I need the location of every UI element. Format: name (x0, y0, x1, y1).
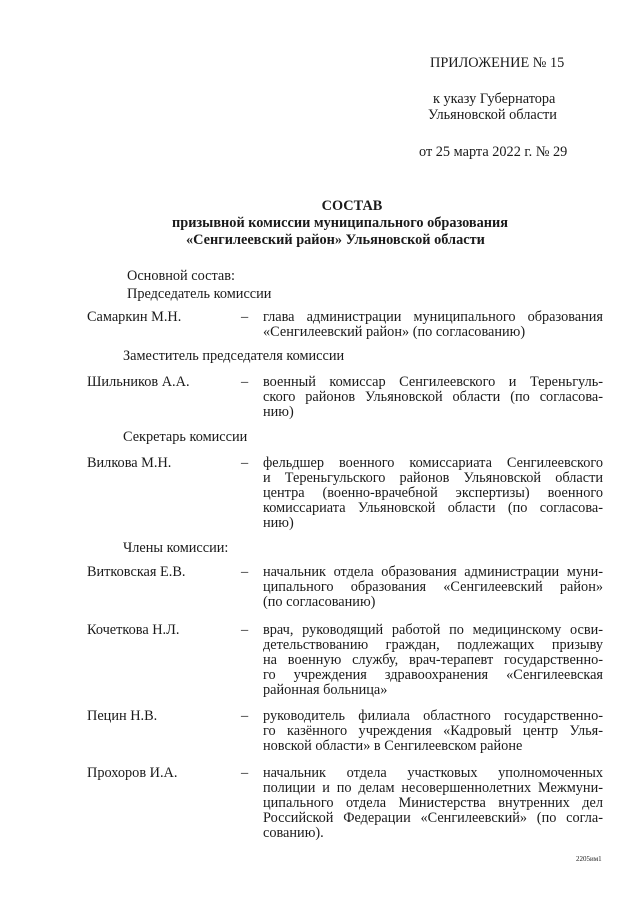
member-role (263, 766, 603, 841)
role-line: фельдшер военного комиссариата Сенгилеевского (263, 455, 603, 471)
role-line: комиссариата Ульяновской области (по согласова- (263, 500, 603, 516)
role-line: ципального отдела Министерства внутренних дел (263, 795, 603, 811)
role-line: нию) (263, 515, 294, 531)
secretary-section-heading: Секретарь комиссии (123, 429, 248, 445)
appendix-number: ПРИЛОЖЕНИЕ № 15 (430, 55, 565, 71)
role-line: начальник отдела участковых уполномоченных (263, 765, 603, 781)
role-line: и Тереньгульского районов Ульяновской области (263, 470, 603, 486)
member-role (263, 310, 603, 340)
decree-date: от 25 марта 2022 г. № 29 (419, 144, 568, 160)
document-subtitle-line2: «Сенгилеевский район» Ульяновской области (186, 232, 485, 248)
member-role (263, 456, 603, 531)
member-name: Кочеткова Н.Л. (87, 622, 180, 638)
role-line: начальник отдела образования администрации муни- (263, 564, 603, 580)
members-section-heading: Члены комиссии: (123, 540, 229, 556)
role-line: нию) (263, 404, 294, 420)
member-role (263, 375, 603, 420)
role-line: ципального образования «Сенгилеевский район» (263, 579, 603, 595)
decree-reference-line2: Ульяновской области (428, 107, 557, 123)
member-name: Прохоров И.А. (87, 765, 178, 781)
document-subtitle-line1: призывной комиссии муниципального образования (172, 215, 508, 231)
decree-reference-line1: к указу Губернатора (433, 91, 556, 107)
role-line: «Сенгилеевский район» (по согласованию) (263, 324, 526, 340)
deputy-section-heading: Заместитель председателя комиссии (123, 348, 345, 364)
dash-separator: – (241, 765, 249, 781)
role-line: новской области» в Сенгилеевском районе (263, 738, 523, 754)
dash-separator: – (241, 455, 249, 471)
member-name: Вилкова М.Н. (87, 455, 172, 471)
role-line: ского районов Ульяновской области (по согласова- (263, 389, 603, 405)
role-line: сованию). (263, 825, 324, 841)
role-line: го казённого учреждения «Кадровый центр Улья- (263, 723, 603, 739)
role-line: детельствованию граждан, подлежащих призыву (263, 637, 603, 653)
role-line: руководитель филиала областного государственно- (263, 708, 603, 724)
footer-document-code: 2205им1 (576, 855, 602, 863)
main-composition-label: Основной состав: (127, 268, 235, 284)
member-role (263, 709, 603, 754)
role-line: военный комиссар Сенгилеевского и Тереньгуль- (263, 374, 603, 390)
role-line: районная больница» (263, 682, 388, 698)
role-line: глава администрации муниципального образования (263, 309, 603, 325)
dash-separator: – (241, 309, 249, 325)
member-role (263, 565, 603, 610)
role-line: центра (военно-врачебной экспертизы) военного (263, 485, 603, 501)
role-line: (по согласованию) (263, 594, 376, 610)
role-line: Российской Федерации «Сенгилеевский» (по согла- (263, 810, 603, 826)
role-line: полиции и по делам несовершеннолетних Межмуни- (263, 780, 603, 796)
chairman-section-heading: Председатель комиссии (127, 286, 272, 302)
dash-separator: – (241, 374, 249, 390)
document-title: СОСТАВ (321, 198, 383, 214)
dash-separator: – (241, 708, 249, 724)
member-name: Витковская Е.В. (87, 564, 186, 580)
member-name: Самаркин М.Н. (87, 309, 182, 325)
role-line: на военную службу, врач-терапевт государственно- (263, 652, 603, 668)
member-name: Шильников А.А. (87, 374, 190, 390)
role-line: го учреждения здравоохранения «Сенгилеевская (263, 667, 603, 683)
dash-separator: – (241, 622, 249, 638)
role-line: врач, руководящий работой по медицинскому осви- (263, 622, 603, 638)
dash-separator: – (241, 564, 249, 580)
member-role (263, 623, 603, 698)
member-name: Пецин Н.В. (87, 708, 158, 724)
